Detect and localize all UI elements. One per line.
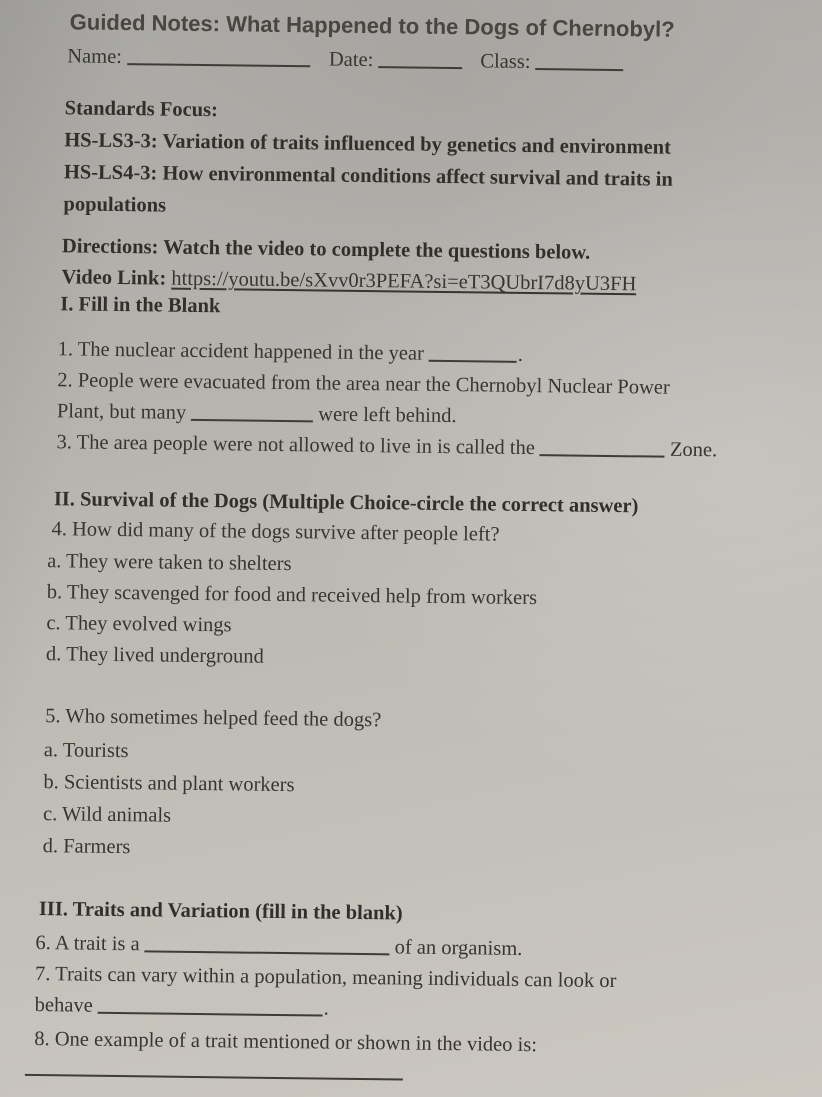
name-date-class-row (67, 41, 821, 81)
question-8: 8. One example of a trait mentioned or shown in the video is: (34, 1028, 538, 1057)
section-3-heading: III. Traits and Variation (fill in the blank) (38, 898, 403, 925)
name-label: Name: (67, 45, 123, 69)
question-5-option-d: d. Farmers (42, 835, 131, 859)
question-7-line-1: 7. Traits can vary within a population, meaning individuals can look or (34, 963, 617, 993)
question-5-option-c: c. Wild animals (42, 803, 172, 827)
standard-hs-ls4-3: HS-LS4-3: How environmental conditions affect survival and traits in (63, 161, 673, 191)
question-3-text-post: Zone. (669, 438, 718, 462)
question-2-line-1: 2. People were evacuated from the area near the Chernobyl Nuclear Power (57, 369, 670, 399)
standard-hs-ls3-3: HS-LS3-3: Variation of traits influenced by genetics and environment (64, 129, 672, 159)
date-label: Date: (328, 48, 374, 72)
question-3-text: 3. The area people were not allowed to live in is called the (56, 431, 536, 460)
class-blank-line (535, 53, 623, 71)
question-1-blank (429, 344, 517, 362)
section-2-heading: II. Survival of the Dogs (Multiple Choice-circle the correct answer) (53, 488, 639, 518)
question-1-period: . (517, 343, 524, 366)
question-4-option-c: c. They evolved wings (46, 612, 232, 637)
page-title: Guided Notes: What Happened to the Dogs of Chernobyl? (69, 9, 675, 42)
directions-line: Directions: Watch the video to complete the questions below. (61, 235, 591, 264)
class-label: Class: (480, 50, 531, 73)
section-1-heading: I. Fill in the Blank (60, 293, 221, 318)
question-5: 5. Who sometimes helped feed the dogs? (45, 705, 382, 732)
standard-hs-ls4-3-wrap: populations (63, 193, 167, 217)
question-6-blank (145, 935, 390, 955)
question-2-blank (191, 403, 313, 422)
question-5-option-a: a. Tourists (43, 739, 129, 763)
question-6-text: 6. A trait is a (35, 932, 140, 956)
question-4-option-d: d. They lived underground (45, 643, 265, 668)
name-blank-line (127, 48, 310, 68)
question-4-option-b: b. They scavenged for food and received help from workers (46, 581, 538, 610)
question-4: 4. How did many of the dogs survive after people left? (51, 518, 500, 546)
question-2-text-pre: Plant, but many (56, 400, 187, 424)
question-7-blank (98, 996, 323, 1016)
question-4-option-a: a. They were taken to shelters (47, 550, 292, 576)
video-link-url: https://youtu.be/sXvv0r3PEFA?si=eT3QUbrI7d8yU3FH (171, 267, 637, 296)
question-5-option-b: b. Scientists and plant workers (43, 771, 295, 797)
video-link-label: Video Link: (61, 266, 167, 290)
question-7-text-pre: behave (34, 994, 93, 1017)
standards-focus-heading: Standards Focus: (64, 97, 219, 122)
question-3-blank (540, 439, 665, 458)
question-6-text-post: of an organism. (394, 936, 523, 960)
question-1-text: 1. The nuclear accident happened in the year (57, 338, 425, 365)
question-7-period: . (323, 997, 330, 1020)
question-2-text-post: were left behind. (318, 403, 457, 428)
date-blank-line (378, 51, 462, 69)
question-8-answer-line (25, 1074, 403, 1081)
